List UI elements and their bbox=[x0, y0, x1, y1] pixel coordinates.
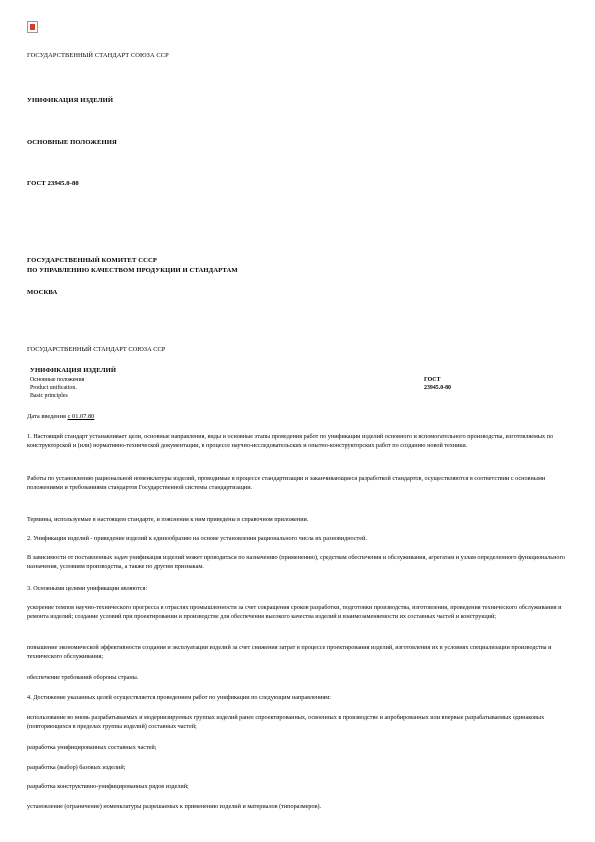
paragraph: разработка конструктивно-унифицированных рядов изделий; bbox=[27, 783, 189, 790]
paragraph: установление (ограничение) номенклатуры разрешаемых к применению изделий и материалов (типоразмеров). bbox=[27, 803, 322, 810]
paragraph: разработка (выбор) базовых изделий; bbox=[27, 764, 126, 771]
intro-date-link[interactable]: с 01.07.80 bbox=[67, 413, 95, 420]
paragraph: обеспечение требований обороны страны. bbox=[27, 674, 139, 681]
body-title: УНИФИКАЦИЯ ИЗДЕЛИЙ bbox=[30, 367, 117, 374]
paragraph: Работы по установлению рациональной номенклатуры изделий, проводимые в процессе стандартизации и заканчивающиеся разработкой стандартов, осуществляются в соответствии с основными положениями и требованиями стандартов Государственной системы стандартизации. bbox=[27, 475, 546, 492]
gov-standard-heading: ГОСУДАРСТВЕННЫЙ СТАНДАРТ СОЮЗА ССР bbox=[27, 52, 169, 59]
en-subtitle: Basic principles bbox=[30, 393, 68, 399]
paragraph: разработка унифицированных составных частей; bbox=[27, 744, 157, 751]
committee-line-2: ПО УПРАВЛЕНИЮ КАЧЕСТВОМ ПРОДУКЦИИ И СТАНДАРТАМ bbox=[27, 267, 238, 274]
intro-date-label: Дата введения bbox=[27, 413, 66, 420]
document-subtitle: ОСНОВНЫЕ ПОЛОЖЕНИЯ bbox=[27, 139, 117, 146]
paragraph: Термины, используемые в настоящем стандарте, и пояснения к ним приведены в справочном приложении. bbox=[27, 516, 309, 523]
intro-date bbox=[27, 413, 94, 420]
en-title: Product unification. bbox=[30, 385, 77, 391]
gost-label: ГОСТ bbox=[424, 377, 441, 383]
document-title: УНИФИКАЦИЯ ИЗДЕЛИЙ bbox=[27, 97, 114, 104]
paragraph: 3. Основными целями унификации являются: bbox=[27, 585, 148, 592]
broken-image-icon bbox=[27, 21, 38, 33]
city: МОСКВА bbox=[27, 289, 58, 296]
paragraph: использование во вновь разрабатываемых и модернизируемых группах изделий ранее спроектированных, освоенных в производстве и апробированных или впервые разрабатываемых одинаковых (повторяющихся в пределах группы изделий) составных частей; bbox=[27, 714, 545, 731]
paragraph: 2. Унификация изделий - приведение изделий к единообразию на основе установления рационального числа их разновидностей. bbox=[27, 535, 367, 542]
paragraph: повышение экономической эффективности создания и эксплуатации изделий за счет снижения затрат в процессе проектирования изделий, изготовления их в условиях специализации производства и технического обслуживания; bbox=[27, 644, 552, 661]
paragraph: ускорение темпов научно-технического прогресса в отраслях промышленности за счет сокращения сроков разработки, подготовки производства, изготовления, проведения технического обслуживания и ремонта изделий; создание условий при проектировании и производстве для обеспечения высокого качества изделий и взаимозаменяемости их составных частей и конструкций; bbox=[27, 604, 562, 621]
ru-subtitle: Основные положения bbox=[30, 377, 85, 383]
paragraph: 4. Достижение указанных целей осуществляется проведением работ по унификации по следующим направлениям: bbox=[27, 694, 331, 701]
body-gov-standard-heading: ГОСУДАРСТВЕННЫЙ СТАНДАРТ СОЮЗА ССР bbox=[27, 346, 166, 353]
paragraph: В зависимости от поставленных задач унификация изделий может проводиться по назначению (применению), средствам обеспечения и обслуживания, агрегатам и узлам определенного функционального назначения, условиям производства, а также по другим признакам. bbox=[27, 554, 565, 571]
gost-number: ГОСТ 23945.0-80 bbox=[27, 180, 79, 187]
paragraph: 1. Настоящий стандарт устанавливает цели, основные направления, виды и основные этапы проведения работ по унификации изделий основного и вспомогательного производства, изготовляемых по конструкторской и (или) нормативно-технической документации, в процессе научно-исследовательских и опытно-конструкторских работ по созданию новой техники. bbox=[27, 433, 554, 450]
committee-line-1: ГОСУДАРСТВЕННЫЙ КОМИТЕТ СССР bbox=[27, 257, 158, 264]
body-gost-number: 23945.0-80 bbox=[424, 385, 451, 391]
